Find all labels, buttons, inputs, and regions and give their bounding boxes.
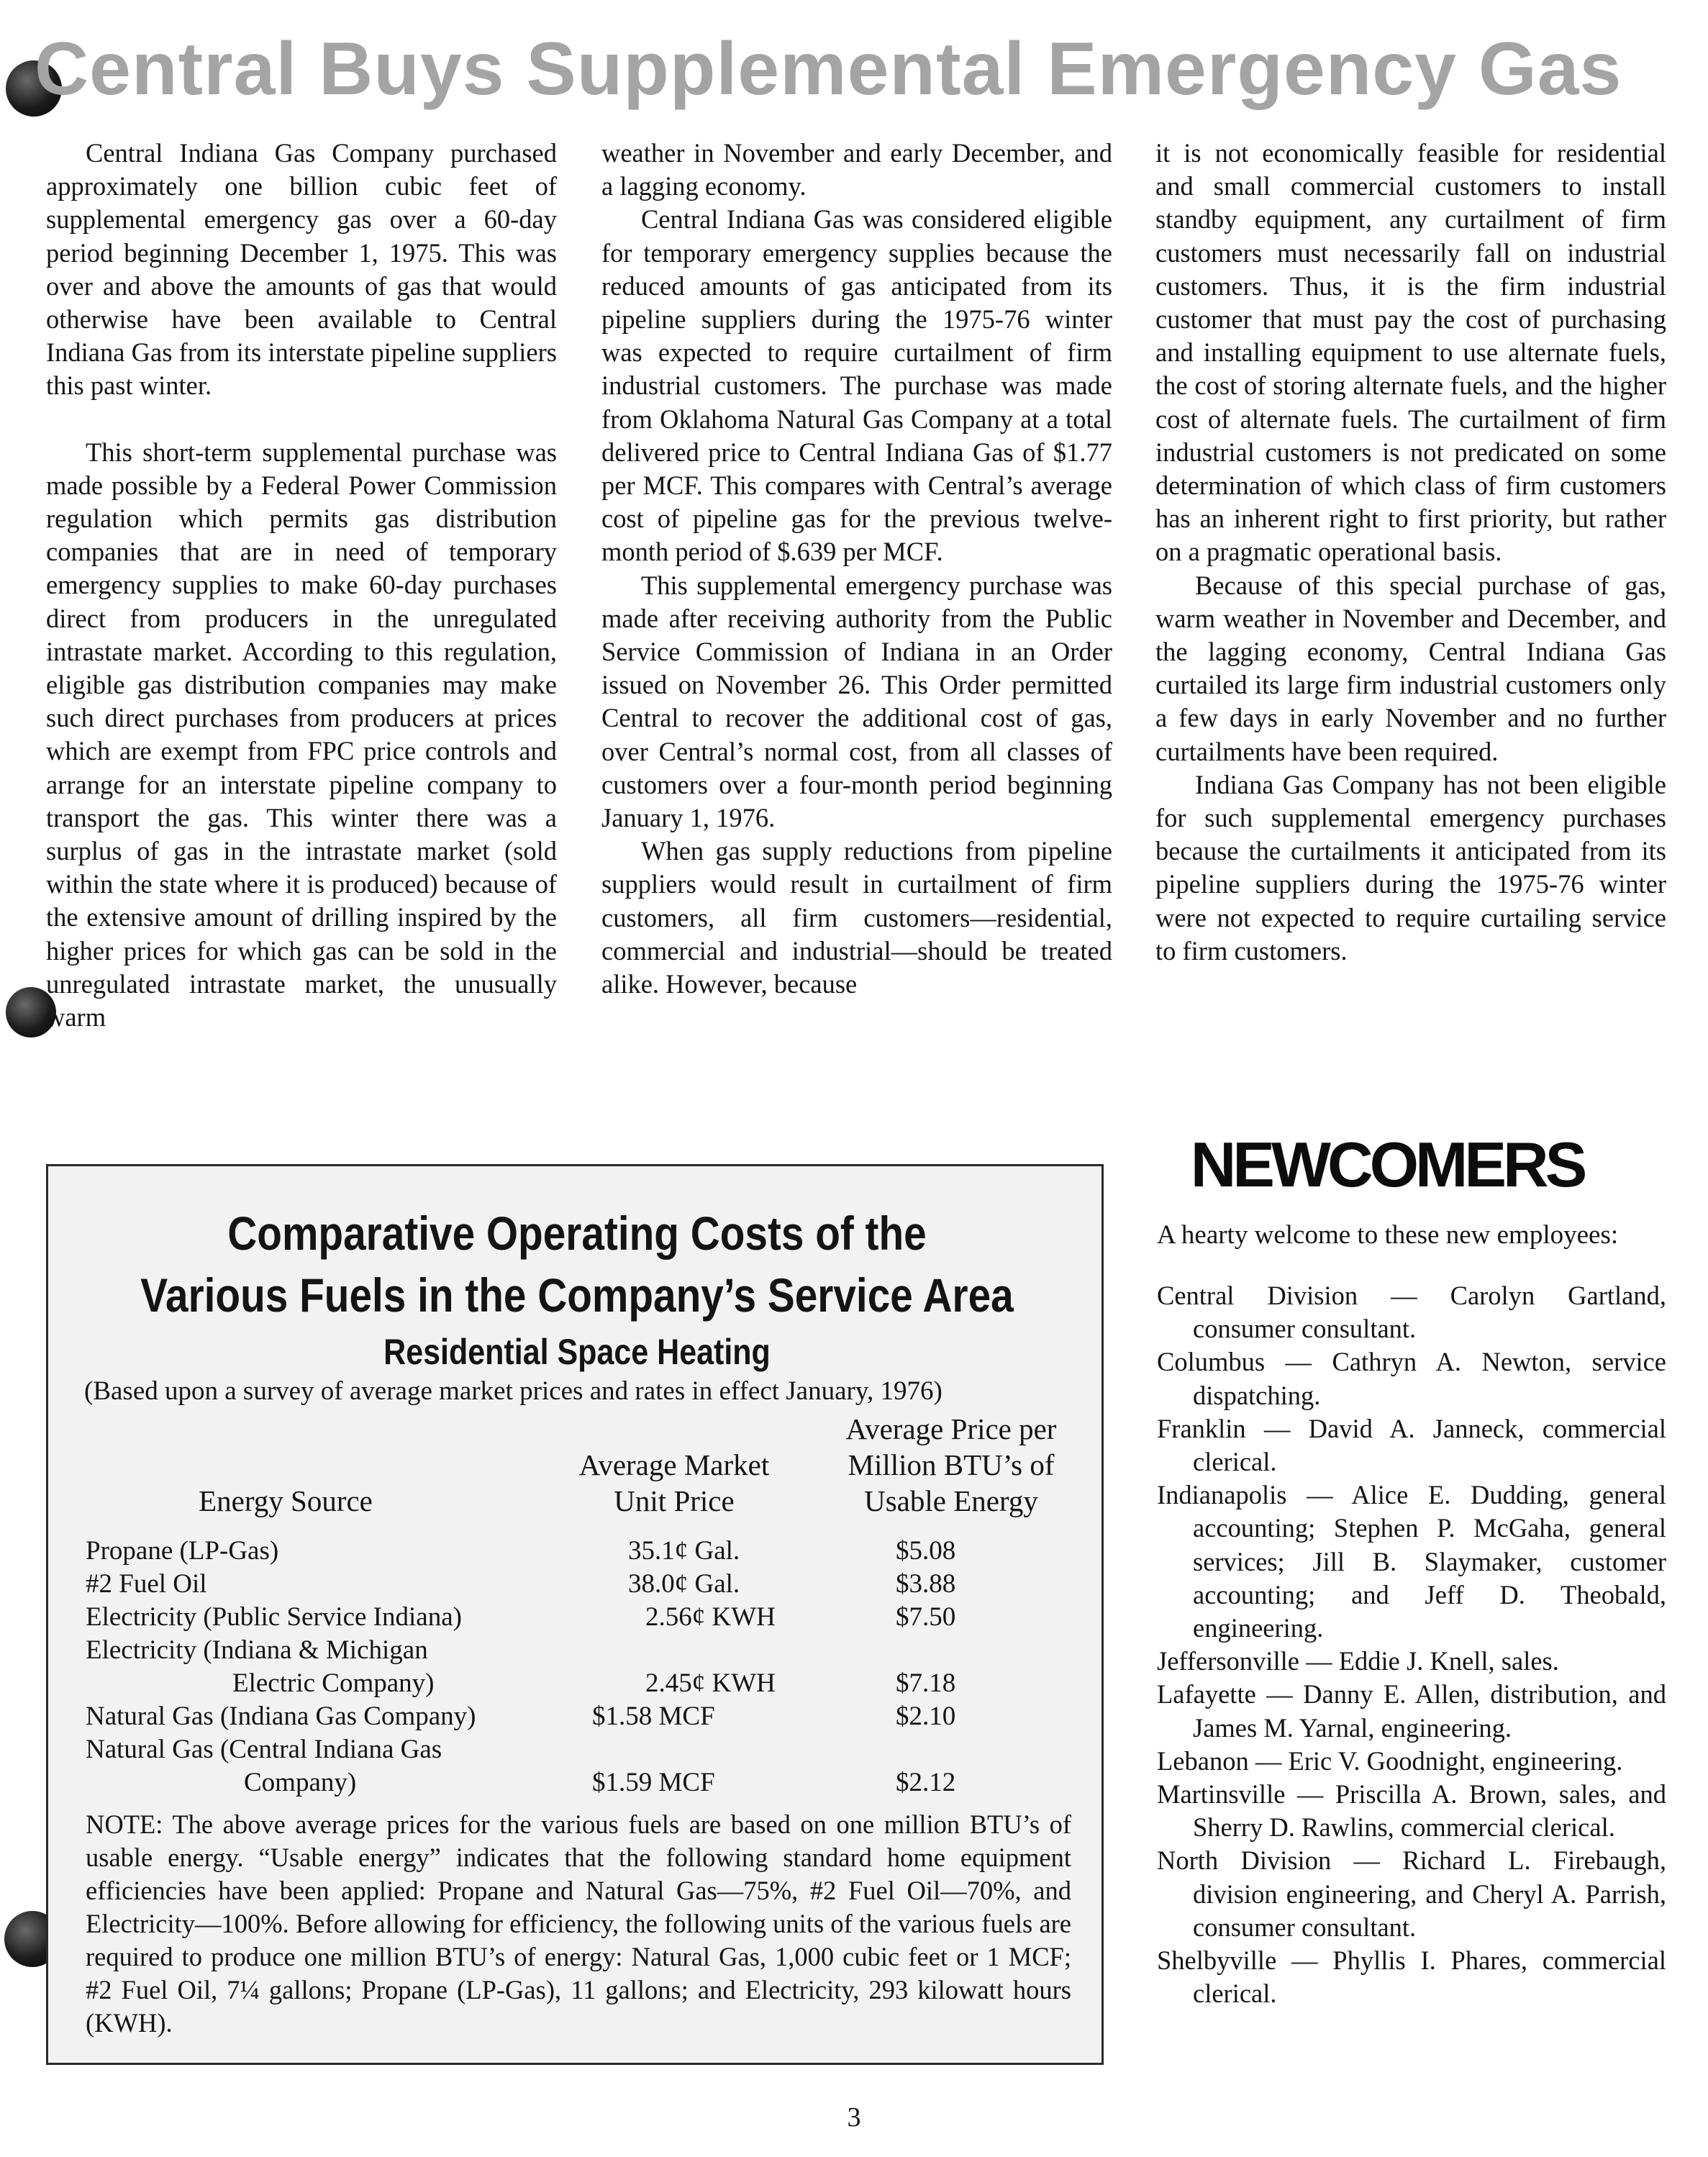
fuel-cost-comparison-box: [46, 1164, 1104, 2065]
article-paragraph: Central Indiana Gas Company purchased approximately one billion cubic feet of supplemental emergency gas over a 60-day period beginning December 1, 1975. This was over and above the amounts of gas that would otherwise have been available to Central Indiana Gas from its interstate pipeline suppliers this past winter.: [46, 138, 557, 401]
header-price-per-million-btu: Average Price per Million BTU’s of Usable Energy: [845, 1412, 1057, 1517]
row-energy-source: Electricity (Public Service Indiana): [86, 1602, 462, 1632]
newcomer-entry: Columbus — Cathryn A. Newton, service dispatching.: [1157, 1347, 1666, 1410]
article-column-3: [1155, 137, 1666, 968]
newcomers-list: [1157, 1279, 1666, 2010]
newcomer-entry: Shelbyville — Phyllis I. Phares, commercial clerical.: [1157, 1945, 1666, 2009]
article-paragraph: Central Indiana Gas was considered eligible for temporary emergency supplies because the reduced amounts of gas anticipated from its pipeline suppliers during the 1975-76 winter was expected to require curtailment of firm industrial customers. The purchase was made from Oklahoma Natural Gas Company at a total delivered price to Central Indiana Gas of $1.77 per MCF. This compares with Central’s average cost of pipeline gas for the previous twelve-month period of $.639 per MCF.: [601, 204, 1112, 567]
row-unit-price: 2.45¢ KWH: [645, 1668, 776, 1698]
row-energy-source: Electricity (Indiana & Michigan: [86, 1635, 428, 1665]
article-paragraph: weather in November and early December, and a lagging economy.: [601, 138, 1112, 201]
page-number: 3: [847, 2102, 861, 2133]
article-column-1: [46, 137, 557, 1034]
row-price-per-million-btu: $7.50: [896, 1602, 956, 1632]
newcomer-entry: Lafayette — Danny E. Allen, distribution, and James M. Yarnal, engineering.: [1157, 1679, 1666, 1743]
article-paragraph: Indiana Gas Company has not been eligible for such supplemental emergency purchases because the curtailments it anticipated from its pipeline suppliers during the 1975-76 winter were not expected to require curtailing service to firm customers.: [1155, 769, 1666, 966]
row-energy-source-continued: Electric Company): [232, 1668, 435, 1698]
newcomer-entry: Central Division — Carolyn Gartland, consumer consultant.: [1157, 1281, 1666, 1344]
row-price-per-million-btu: $2.10: [896, 1702, 956, 1731]
newcomer-entry: North Division — Richard L. Firebaugh, division engineering, and Cheryl A. Parrish, consumer consultant.: [1157, 1845, 1666, 1942]
newcomer-entry: Lebanon — Eric V. Goodnight, engineering.: [1157, 1745, 1623, 1776]
row-unit-price: 35.1¢ Gal.: [628, 1536, 740, 1566]
box-title-line-1: Comparative Operating Costs of the: [227, 1207, 927, 1260]
box-subtitle: Residential Space Heating: [383, 1332, 771, 1372]
newcomers-intro: A hearty welcome to these new employees:: [1157, 1220, 1619, 1250]
newcomers-heading: NEWCOMERS: [1190, 1129, 1584, 1200]
article-paragraph: Because of this special purchase of gas, warm weather in November and December, and the lagging economy, Central Indiana Gas curtailed its large firm industrial customers only a few days in early November and no further curtailments have been required.: [1155, 570, 1666, 766]
article-column-2: [601, 137, 1112, 1001]
row-energy-source: Propane (LP-Gas): [86, 1536, 279, 1566]
row-unit-price: 2.56¢ KWH: [645, 1602, 776, 1632]
row-energy-source: #2 Fuel Oil: [86, 1569, 207, 1599]
article-paragraph: This short-term supplemental purchase was made possible by a Federal Power Commission regulation which permits gas distribution companies that are in need of temporary emergency supplies to make 60-day purchases direct from producers in the unregulated intrastate market. According to this regulation, eligible gas distribution companies may make such direct purchases from producers at prices which are exempt from FPC price controls and arrange for an interstate pipeline company to transport the gas. This winter there was a surplus of gas in the intrastate market (sold within the state where it is produced) because of the extensive amount of drilling inspired by the higher prices for which gas can be sold in the unregulated intrastate market, the unusually warm: [46, 437, 557, 1032]
newcomer-entry: Jeffersonville — Eddie J. Knell, sales.: [1157, 1646, 1559, 1676]
efficiency-note: NOTE: The above average prices for the various fuels are based on one million BTU’s of usable energy. “Usable energy” indicates that the following standard home equipment efficiencies have been applied: Propane and Natural Gas—75%, #2 Fuel Oil—70%, and Electricity—100%. Before allowing for efficiency, the following units of the various fuels are required to produce one million BTU’s of energy: Natural Gas, 1,000 cubic feet or 1 MCF; #2 Fuel Oil, 7¼ gallons; Propane (LP-Gas), 11 gallons; and Electricity, 293 kilowatt hours (KWH).: [86, 1809, 1071, 2038]
row-price-per-million-btu: $2.12: [896, 1768, 956, 1797]
row-energy-source-continued: Company): [244, 1768, 357, 1797]
row-unit-price: 38.0¢ Gal.: [628, 1569, 740, 1599]
newcomer-entry: Martinsville — Priscilla A. Brown, sales, and Sherry D. Rawlins, commercial clerical.: [1157, 1779, 1666, 1843]
row-energy-source: Natural Gas (Indiana Gas Company): [86, 1702, 476, 1731]
article-paragraph: This supplemental emergency purchase was made after receiving authority from the Public Service Commission of Indiana in an Order issued on November 26. This Order permitted Central to recover the additional cost of gas, over Central’s normal cost, from all classes of customers over a four-month period beginning January 1, 1976.: [601, 570, 1112, 833]
article-paragraph: it is not economically feasible for residential and small commercial customers to install standby equipment, any curtailment of firm customers must necessarily fall on industrial customers. Thus, it is the firm industrial customer that must pay the cost of purchasing and installing equipment to use alternate fuels, the cost of storing alternate fuels, and the higher cost of alternate fuels. The curtailment of firm industrial customers is not predicated on some determination of which class of firm customers has an inherent right to first priority, but rather on a pragmatic operational basis.: [1155, 138, 1666, 567]
header-unit-price: Average Market Unit Price: [578, 1448, 770, 1517]
survey-basis-note: (Based upon a survey of average market prices and rates in effect January, 1976): [84, 1376, 942, 1406]
row-price-per-million-btu: $5.08: [896, 1536, 956, 1566]
newcomer-entry: Indianapolis — Alice E. Dudding, general accounting; Stephen P. McGaha, general services; Jill B. Slaymaker, customer accounting; and Jeff D. Theobald, engineering.: [1157, 1480, 1666, 1643]
header-energy-source: Energy Source: [199, 1484, 373, 1517]
row-price-per-million-btu: $7.18: [896, 1668, 956, 1698]
row-unit-price: $1.58 MCF: [592, 1702, 715, 1731]
article-headline: Central Buys Supplemental Emergency Gas: [35, 27, 1622, 111]
article-paragraph: When gas supply reductions from pipeline suppliers would result in curtailment of firm customers, all firm customers—residential, commercial and industrial—should be treated alike. However, because: [601, 836, 1112, 999]
row-price-per-million-btu: $3.88: [896, 1569, 956, 1599]
row-unit-price: $1.59 MCF: [592, 1768, 715, 1797]
box-title-line-2: Various Fuels in the Company’s Service Area: [140, 1268, 1014, 1322]
newcomer-entry: Franklin — David A. Janneck, commercial clerical.: [1157, 1413, 1666, 1477]
row-energy-source: Natural Gas (Central Indiana Gas: [86, 1735, 442, 1764]
